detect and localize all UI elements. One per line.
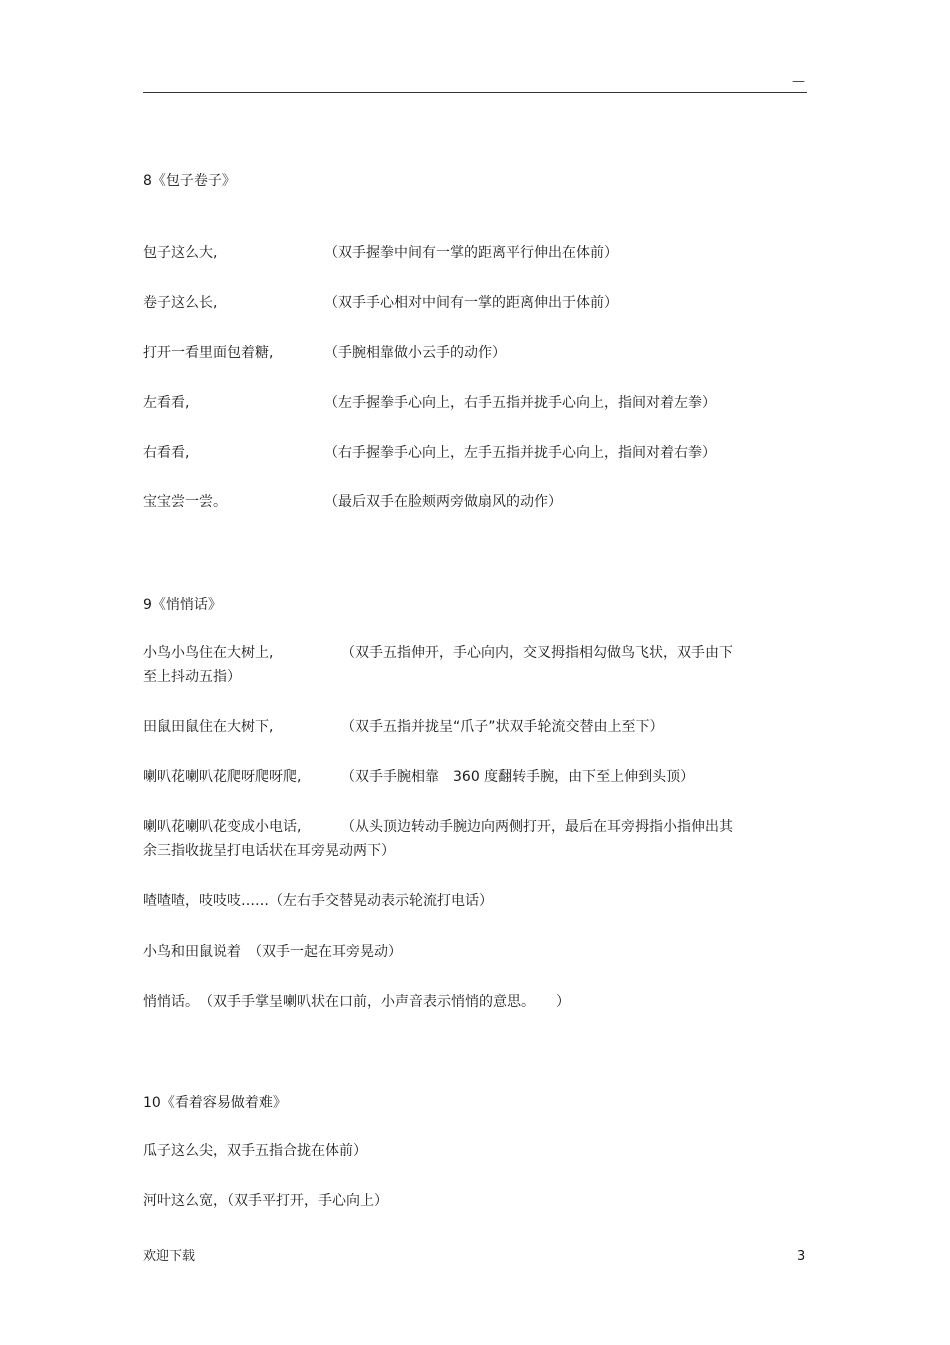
action-note: （右手握拳手心向上，左手五指并拢手心向上，指间对着右拳） <box>324 445 716 461</box>
verse-line: 右看看, <box>143 445 190 461</box>
action-note: （双手握拳中间有一掌的距离平行伸出在体前） <box>324 245 618 261</box>
header-rule <box>143 92 807 93</box>
action-note: （手腕相靠做小云手的动作） <box>324 345 506 361</box>
section-title: 8《包子卷子》 <box>143 173 236 189</box>
section-title: 10《看着容易做着难》 <box>143 1095 287 1111</box>
verse-line: 喇叭花喇叭花爬呀爬呀爬, <box>143 769 302 785</box>
verse-line: 卷子这么长, <box>143 295 218 311</box>
verse-line: 小鸟和田鼠说着 （双手一起在耳旁晃动） <box>143 944 402 960</box>
verse-line: 宝宝尝一尝。 <box>143 494 227 510</box>
verse-line: 河叶这么宽，（双手平打开，手心向上） <box>143 1193 388 1209</box>
action-note-continued: 至上抖动五指） <box>143 669 241 685</box>
section-title: 9《悄悄话》 <box>143 597 222 613</box>
footer-text: 欢迎下载 <box>143 1249 196 1264</box>
action-note: （双手手心相对中间有一掌的距离伸出于体前） <box>324 295 618 311</box>
verse-line: 喳喳喳，吱吱吱……（左右手交替晃动表示轮流打电话） <box>143 893 493 909</box>
verse-line: 左看看, <box>143 395 190 411</box>
header-mark: — <box>792 74 805 89</box>
verse-line: 田鼠田鼠住在大树下, <box>143 719 274 735</box>
action-note: （双手五指伸开，手心向内，交叉拇指相勾做鸟飞状，双手由下 <box>341 645 733 661</box>
action-note: （左手握拳手心向上，右手五指并拢手心向上，指间对着左拳） <box>324 395 716 411</box>
verse-line: 悄悄话。 （双手手掌呈喇叭状在口前，小声音表示悄悄的意思。 ） <box>143 994 570 1010</box>
action-note: （从头顶边转动手腕边向两侧打开，最后在耳旁拇指小指伸出其 <box>341 819 733 835</box>
verse-line: 喇叭花喇叭花变成小电话, <box>143 819 302 835</box>
action-note: （双手五指并拢呈“爪子”状双手轮流交替由上至下） <box>341 719 664 735</box>
verse-line: 打开一看里面包着糖, <box>143 345 274 361</box>
action-note: （最后双手在脸颊两旁做扇风的动作） <box>324 494 562 510</box>
action-note-continued: 余三指收拢呈打电话状在耳旁晃动两下） <box>143 843 395 859</box>
verse-line: 小鸟小鸟住在大树上, <box>143 645 274 661</box>
verse-line: 包子这么大, <box>143 245 218 261</box>
verse-line: 瓜子这么尖，双手五指合拢在体前） <box>143 1143 367 1159</box>
action-note: （双手手腕相靠 360 度翻转手腕，由下至上伸到头顶） <box>341 769 695 785</box>
page-number: 3 <box>797 1249 806 1264</box>
